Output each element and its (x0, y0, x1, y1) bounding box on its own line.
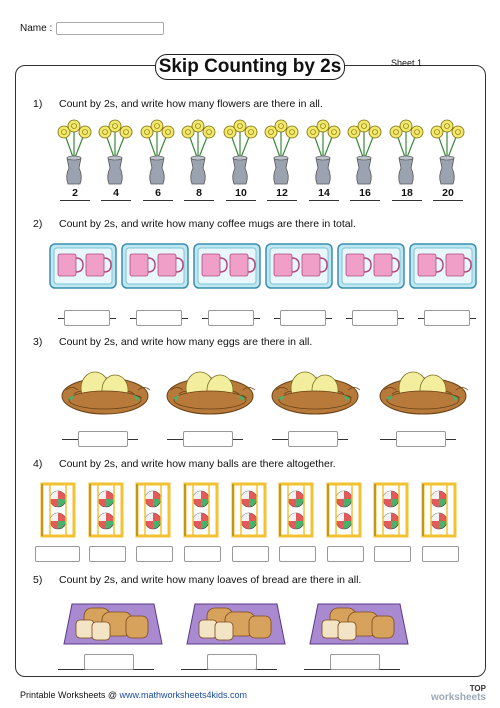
name-input[interactable] (56, 22, 164, 35)
mug-answer-box-5[interactable] (352, 310, 398, 326)
mug-tray-6 (408, 242, 480, 292)
question-text: Count by 2s, and write how many coffee mugs are there in total. (59, 218, 356, 230)
flower-count-label: 6 (155, 187, 161, 199)
name-label: Name : (20, 23, 53, 34)
ball-crate-1 (40, 482, 76, 538)
flower-count-label: 12 (276, 187, 288, 199)
mug-tray-3 (192, 242, 264, 292)
bread-tray-2 (185, 598, 289, 650)
label-underline (60, 200, 90, 201)
ball-answer-box-9[interactable] (422, 546, 459, 562)
flower-vase-1 (54, 118, 96, 186)
ball-answer-box-6[interactable] (279, 546, 316, 562)
egg-nest-3 (270, 362, 362, 416)
bread-tray-3 (308, 598, 412, 650)
mug-tray-1 (48, 242, 120, 292)
flower-vase-10 (427, 118, 469, 186)
flower-count-label: 2 (72, 187, 78, 199)
mug-answer-box-6[interactable] (424, 310, 470, 326)
question-text: Count by 2s, and write how many balls are there altogether. (59, 458, 336, 470)
question-number: 4) (33, 458, 43, 470)
egg-nest-1 (60, 362, 152, 416)
ball-crate-2 (88, 482, 124, 538)
ball-answer-box-7[interactable] (327, 546, 364, 562)
ball-answer-box-1[interactable] (35, 546, 80, 562)
flower-count-label: 18 (401, 187, 413, 199)
footer (20, 690, 247, 700)
label-underline (184, 200, 214, 201)
ball-crate-8 (373, 482, 409, 538)
label-underline (143, 200, 173, 201)
question-number: 1) (33, 98, 43, 110)
footer-text: Printable Worksheets @ (20, 690, 120, 700)
label-underline (101, 200, 131, 201)
mug-answer-box-3[interactable] (208, 310, 254, 326)
label-underline (267, 200, 297, 201)
flower-count-label: 8 (196, 187, 202, 199)
ball-answer-box-5[interactable] (232, 546, 269, 562)
question-text: Count by 2s, and write how many flowers are there in all. (59, 98, 323, 110)
ball-answer-box-3[interactable] (136, 546, 173, 562)
label-underline (309, 200, 339, 201)
ball-crate-9 (421, 482, 457, 538)
label-underline (392, 200, 422, 201)
flower-count-label: 20 (442, 187, 454, 199)
bread-answer-box-1[interactable] (84, 654, 134, 670)
flower-vase-8 (344, 118, 386, 186)
top-worksheets-logo: TOP worksheets (430, 684, 486, 703)
bread-answer-box-3[interactable] (330, 654, 380, 670)
question-text: Count by 2s, and write how many loaves of bread are there in all. (59, 574, 362, 586)
name-row (20, 22, 164, 35)
egg-answer-box-3[interactable] (288, 431, 338, 447)
page-title: Skip Counting by 2s (155, 54, 345, 80)
label-underline (433, 200, 463, 201)
ball-crate-5 (231, 482, 267, 538)
question-number: 5) (33, 574, 43, 586)
flower-count-label: 4 (113, 187, 119, 199)
mug-tray-2 (120, 242, 192, 292)
flower-count-label: 16 (359, 187, 371, 199)
bread-tray-1 (62, 598, 166, 650)
question-3 (33, 336, 312, 348)
ball-answer-box-4[interactable] (184, 546, 221, 562)
sheet-number: Sheet 1 (391, 58, 423, 68)
ball-crate-4 (183, 482, 219, 538)
ball-answer-box-2[interactable] (89, 546, 126, 562)
egg-answer-box-1[interactable] (78, 431, 128, 447)
flower-vase-6 (261, 118, 303, 186)
flower-vase-4 (178, 118, 220, 186)
flower-vase-2 (95, 118, 137, 186)
egg-nest-4 (378, 362, 470, 416)
mug-answer-box-1[interactable] (64, 310, 110, 326)
question-4 (33, 458, 336, 470)
question-2 (33, 218, 356, 230)
mug-answer-box-2[interactable] (136, 310, 182, 326)
bread-answer-box-2[interactable] (207, 654, 257, 670)
flower-vase-5 (220, 118, 262, 186)
label-underline (226, 200, 256, 201)
flower-count-label: 10 (235, 187, 247, 199)
ball-crate-3 (135, 482, 171, 538)
footer-link[interactable]: www.mathworksheets4kids.com (119, 690, 248, 700)
mug-tray-4 (264, 242, 336, 292)
egg-answer-box-4[interactable] (396, 431, 446, 447)
flower-vase-9 (386, 118, 428, 186)
flower-vase-7 (303, 118, 345, 186)
question-number: 2) (33, 218, 43, 230)
ball-crate-6 (278, 482, 314, 538)
mug-answer-box-4[interactable] (280, 310, 326, 326)
ball-crate-7 (326, 482, 362, 538)
label-underline (350, 200, 380, 201)
ball-answer-box-8[interactable] (374, 546, 411, 562)
question-1 (33, 98, 323, 110)
egg-nest-2 (165, 362, 257, 416)
question-text: Count by 2s, and write how many eggs are there in all. (59, 336, 313, 348)
question-number: 3) (33, 336, 43, 348)
question-5 (33, 574, 361, 586)
mug-tray-5 (336, 242, 408, 292)
flower-vase-3 (137, 118, 179, 186)
egg-answer-box-2[interactable] (183, 431, 233, 447)
flower-count-label: 14 (318, 187, 330, 199)
